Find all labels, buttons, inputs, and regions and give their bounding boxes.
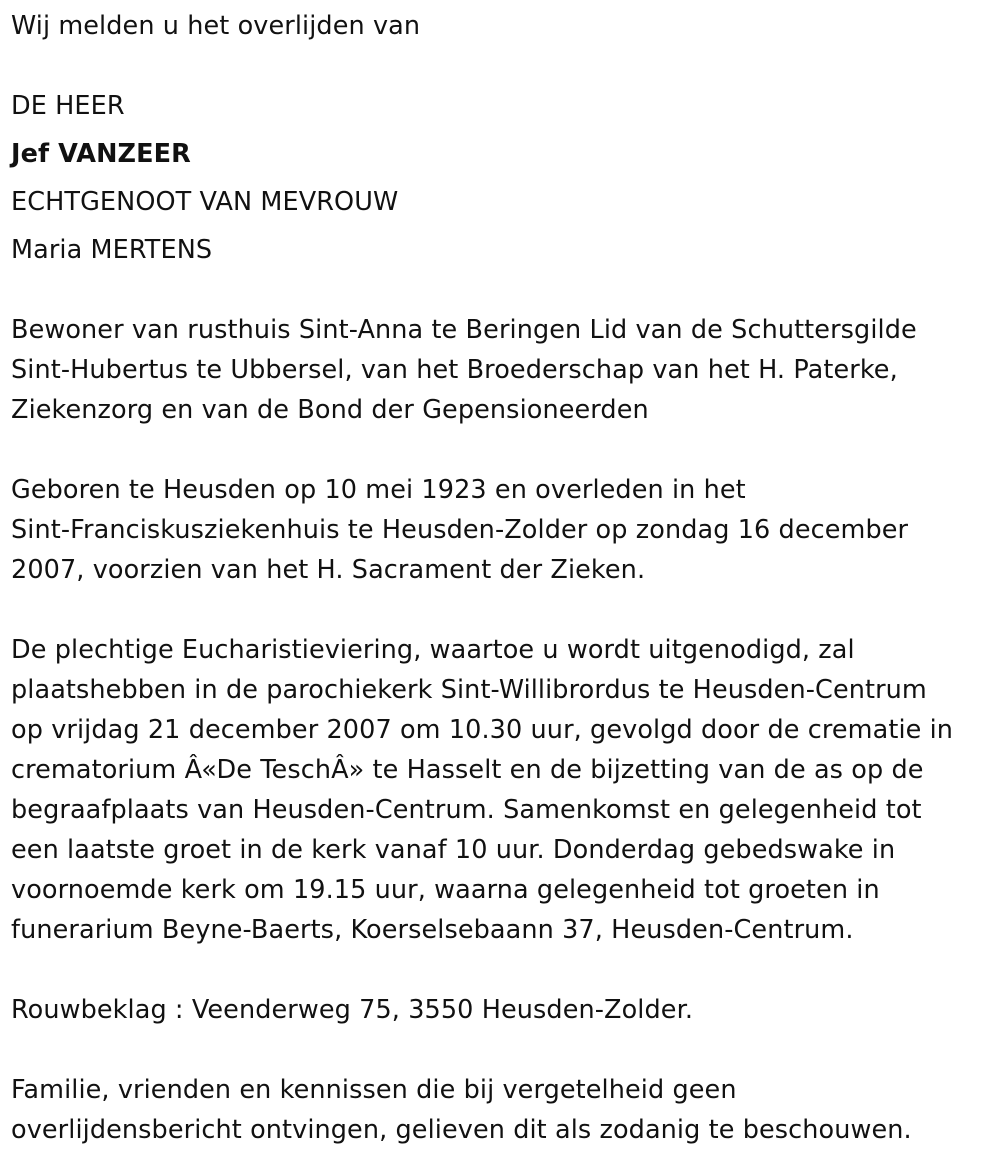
ceremony-line: De plechtige Eucharistieviering, waartoe u wordt uitgenodigd, zal bbox=[11, 635, 855, 665]
deceased-name: Jef VANZEER bbox=[11, 139, 191, 169]
bio-line: Bewoner van rusthuis Sint-Anna te Beringen Lid van de Schuttersgilde bbox=[11, 315, 917, 345]
spouse-label: ECHTGENOOT VAN MEVROUW bbox=[11, 187, 399, 217]
closing-line: overlijdensbericht ontvingen, gelieven dit als zodanig te beschouwen. bbox=[11, 1115, 912, 1145]
birth-death-line: Geboren te Heusden op 10 mei 1923 en overleden in het bbox=[11, 475, 746, 505]
ceremony-line: funerarium Beyne-Baerts, Koerselsebaann 37, Heusden-Centrum. bbox=[11, 915, 854, 945]
ceremony-line: begraafplaats van Heusden-Centrum. Samenkomst en gelegenheid tot bbox=[11, 795, 922, 825]
ceremony-line: op vrijdag 21 december 2007 om 10.30 uur, gevolgd door de crematie in bbox=[11, 715, 954, 745]
bio-line: Ziekenzorg en van de Bond der Gepensioneerden bbox=[11, 395, 649, 425]
honorific-title: DE HEER bbox=[11, 91, 125, 121]
closing-line: Familie, vrienden en kennissen die bij vergetelheid geen bbox=[11, 1075, 737, 1105]
bio-line: Sint-Hubertus te Ubbersel, van het Broederschap van het H. Paterke, bbox=[11, 355, 898, 385]
ceremony-line: voornoemde kerk om 19.15 uur, waarna gelegenheid tot groeten in bbox=[11, 875, 880, 905]
birth-death-line: 2007, voorzien van het H. Sacrament der Zieken. bbox=[11, 555, 646, 585]
birth-death-line: Sint-Franciskusziekenhuis te Heusden-Zolder op zondag 16 december bbox=[11, 515, 909, 545]
intro-text: Wij melden u het overlijden van bbox=[11, 11, 421, 41]
spouse-name: Maria MERTENS bbox=[11, 235, 213, 265]
ceremony-line: plaatshebben in de parochiekerk Sint-Willibrordus te Heusden-Centrum bbox=[11, 675, 927, 705]
ceremony-line: crematorium Â«De TeschÂ» te Hasselt en de bijzetting van de as op de bbox=[11, 755, 924, 785]
ceremony-line: een laatste groet in de kerk vanaf 10 uur. Donderdag gebedswake in bbox=[11, 835, 896, 865]
condolence-address: Rouwbeklag : Veenderweg 75, 3550 Heusden-Zolder. bbox=[11, 995, 694, 1025]
